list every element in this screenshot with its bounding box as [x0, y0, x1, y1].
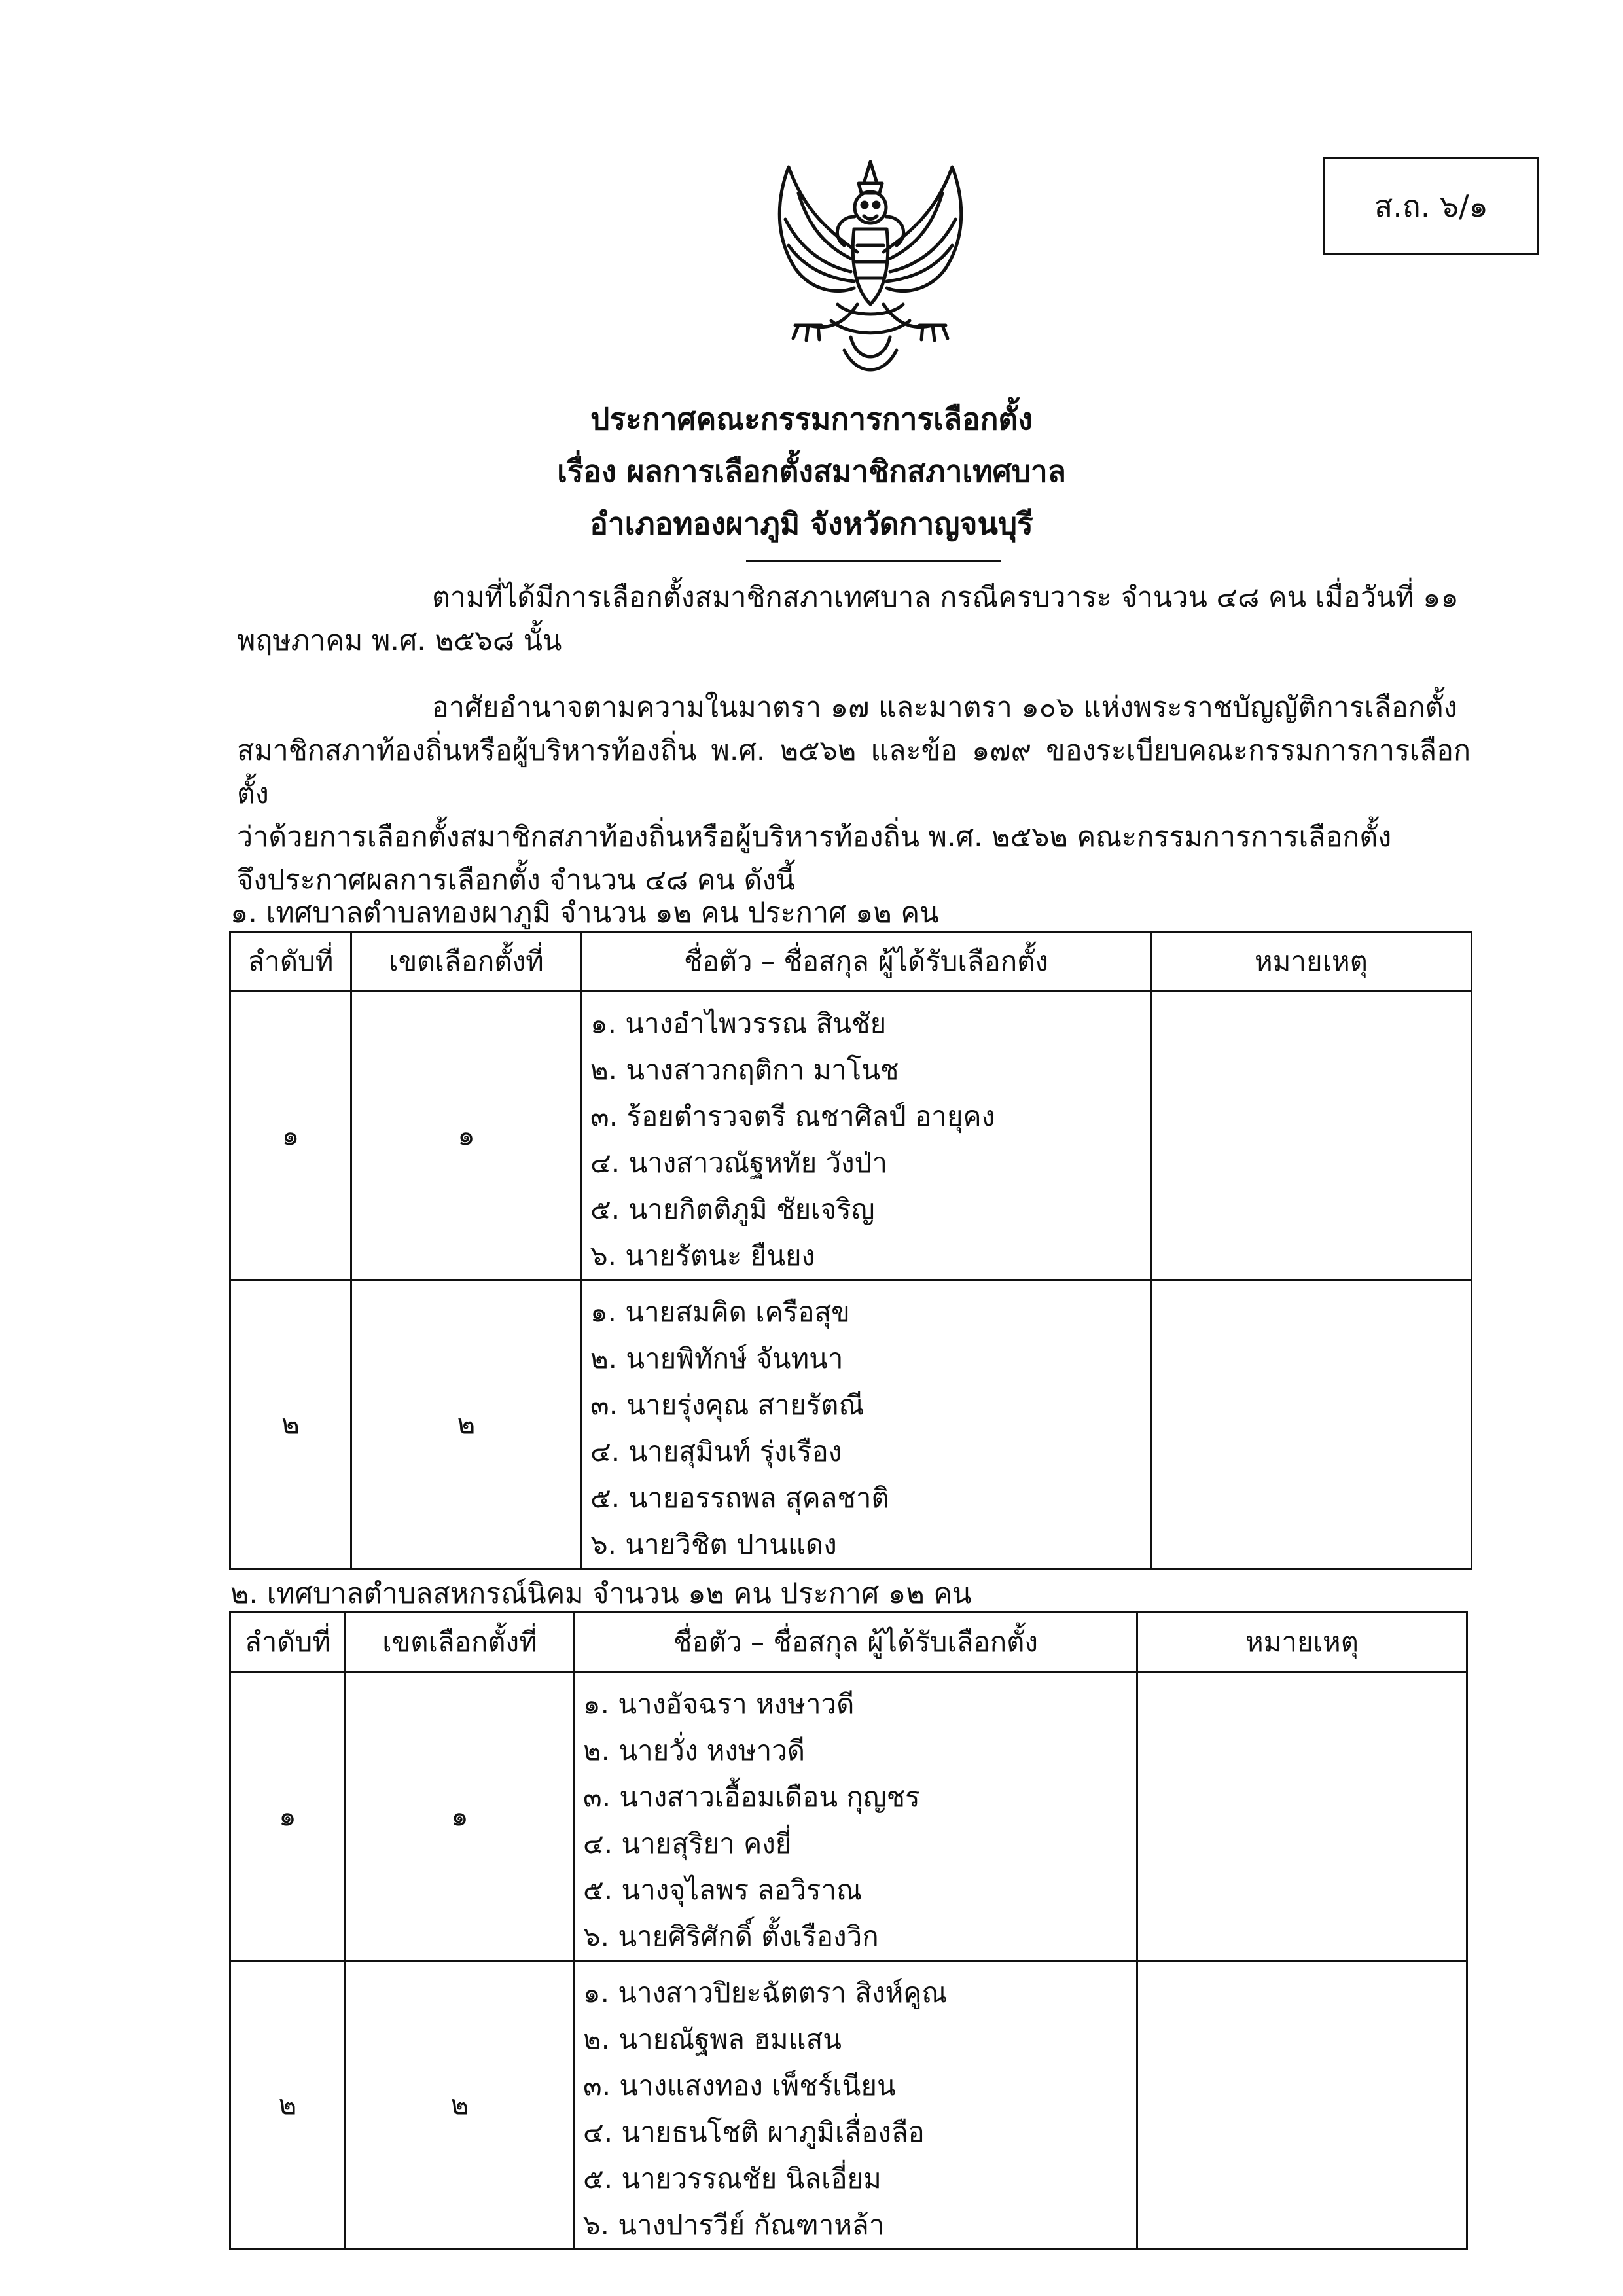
winner-name: ๒. นายพิทักษ์ จันทนา — [590, 1342, 844, 1374]
table-header-row — [230, 932, 1472, 992]
winner-name: ๕. นางจุไลพร ลอวิราณ — [583, 1874, 863, 1906]
winner-name: ๑. นายสมคิด เครือสุข — [590, 1296, 850, 1328]
order-cell: ๒ — [230, 1280, 351, 1569]
winner-name: ๒. นางสาวกฤติกา มาโนช — [590, 1054, 899, 1086]
header-name: ชื่อตัว – ชื่อสกุล ผู้ได้รับเลือกตั้ง — [582, 932, 1151, 992]
remark-cell — [1151, 1280, 1472, 1569]
header-district: เขตเลือกตั้งที่ — [351, 932, 582, 992]
order-cell: ๑ — [230, 1672, 346, 1961]
paragraph-2 — [237, 686, 1471, 902]
winner-name: ๒. นายณัฐพล ฮมแสน — [583, 2023, 842, 2055]
section-heading-1: ๑. เทศบาลตำบลทองผาภูมิ จำนวน ๑๒ คน ประกาศ ๑๒ คน — [230, 897, 939, 929]
winner-name: ๖. นายศิริศักดิ์ ตั้งเรืองวิก — [583, 1920, 879, 1952]
winner-name: ๓. นางแสงทอง เพ็ชร์เนียน — [583, 2070, 896, 2102]
winner-name: ๓. นายรุ่งคุณ สายรัตณี — [590, 1389, 865, 1421]
winner-name: ๔. นายธนโชติ ผาภูมิเลื่องลือ — [583, 2116, 925, 2148]
header-order: ลำดับที่ — [230, 1613, 346, 1672]
names-cell — [575, 1672, 1137, 1961]
winner-name: ๔. นางสาวณัฐหทัย วังป่า — [590, 1147, 887, 1179]
table-row — [230, 1280, 1472, 1569]
winner-name: ๑. นางสาวปิยะฉัตตรา สิงห์คูณ — [583, 1977, 948, 2009]
winner-name: ๓. ร้อยตำรวจตรี ณชาศิลป์ อายุคง — [590, 1100, 995, 1132]
winner-name: ๖. นายวิชิต ปานแดง — [590, 1528, 837, 1560]
title-line-1: ประกาศคณะกรรมการการเลือกตั้ง — [590, 401, 1033, 437]
garuda-emblem-icon — [759, 154, 982, 380]
header-order: ลำดับที่ — [230, 932, 351, 992]
order-cell: ๑ — [230, 992, 351, 1280]
table-row — [230, 1672, 1467, 1961]
remark-cell — [1151, 992, 1472, 1280]
names-cell — [582, 1280, 1151, 1569]
table-row — [230, 1961, 1467, 2250]
table-row — [230, 992, 1472, 1280]
district-cell: ๒ — [346, 1961, 575, 2250]
header-remark: หมายเหตุ — [1151, 932, 1472, 992]
winner-name: ๖. นายรัตนะ ยืนยง — [590, 1240, 815, 1272]
order-cell: ๒ — [230, 1961, 346, 2250]
results-table-1 — [229, 931, 1472, 1570]
remark-cell — [1137, 1672, 1467, 1961]
section-heading-2: ๒. เทศบาลตำบลสหกรณ์นิคม จำนวน ๑๒ คน ประกาศ ๑๒ คน — [230, 1577, 972, 1610]
paragraph-1 — [237, 576, 1471, 662]
results-table-2 — [229, 1611, 1468, 2250]
winner-name: ๕. นายวรรณชัย นิลเอี่ยม — [583, 2162, 882, 2195]
district-cell: ๑ — [346, 1672, 575, 1961]
paragraph-2-line-1: อาศัยอำนาจตามความในมาตรา ๑๗ และมาตรา ๑๐๖ แห่งพระราชบัญญัติการเลือกตั้ง — [432, 691, 1457, 724]
header-district: เขตเลือกตั้งที่ — [346, 1613, 575, 1672]
names-cell — [582, 992, 1151, 1280]
announcement-title — [0, 393, 1623, 550]
form-code: ส.ถ. ๖/๑ — [1374, 188, 1488, 224]
paragraph-1-line-2: พฤษภาคม พ.ศ. ๒๕๖๘ นั้น — [237, 624, 562, 657]
remark-cell — [1137, 1961, 1467, 2250]
title-line-2: เรื่อง ผลการเลือกตั้งสมาชิกสภาเทศบาล — [557, 454, 1066, 489]
form-code-box — [1323, 157, 1539, 255]
header-name: ชื่อตัว – ชื่อสกุล ผู้ได้รับเลือกตั้ง — [575, 1613, 1137, 1672]
title-divider — [746, 560, 1001, 562]
winner-name: ๔. นายสุริยา คงยี่ — [583, 1827, 792, 1859]
winner-name: ๖. นางปารวีย์ กัณฑาหล้า — [583, 2209, 885, 2241]
winner-name: ๔. นายสุมินท์ รุ่งเรือง — [590, 1435, 842, 1467]
winner-name: ๒. นายวั่ง หงษาวดี — [583, 1734, 806, 1767]
paragraph-2-line-3: ว่าด้วยการเลือกตั้งสมาชิกสภาท้องถิ่นหรือผู้บริหารท้องถิ่น พ.ศ. ๒๕๖๒ คณะกรรมการการเลือกตั้ง — [237, 821, 1392, 853]
winner-name: ๕. นายกิตติภูมิ ชัยเจริญ — [590, 1193, 875, 1225]
table-header-row — [230, 1613, 1467, 1672]
paragraph-1-line-1: ตามที่ได้มีการเลือกตั้งสมาชิกสภาเทศบาล กรณีครบวาระ จำนวน ๔๘ คน เมื่อวันที่ ๑๑ — [432, 581, 1459, 614]
paragraph-2-line-4: จึงประกาศผลการเลือกตั้ง จำนวน ๔๘ คน ดังนี้ — [237, 864, 795, 897]
winner-name: ๕. นายอรรถพล สุคลชาติ — [590, 1482, 889, 1514]
winner-name: ๑. นางอัจฉรา หงษาวดี — [583, 1688, 855, 1720]
names-cell — [575, 1961, 1137, 2250]
title-line-3: อำเภอทองผาภูมิ จังหวัดกาญจนบุรี — [590, 506, 1033, 541]
paragraph-2-line-2: สมาชิกสภาท้องถิ่นหรือผู้บริหารท้องถิ่น พ.ศ. ๒๕๖๒ และข้อ ๑๗๙ ของระเบียบคณะกรรมการการเลือกตั้ง — [237, 734, 1471, 810]
winner-name: ๑. นางอำไพวรรณ สินชัย — [590, 1007, 887, 1039]
header-remark: หมายเหตุ — [1137, 1613, 1467, 1672]
district-cell: ๑ — [351, 992, 582, 1280]
winner-name: ๓. นางสาวเอื้อมเดือน กุญชร — [583, 1781, 920, 1813]
district-cell: ๒ — [351, 1280, 582, 1569]
